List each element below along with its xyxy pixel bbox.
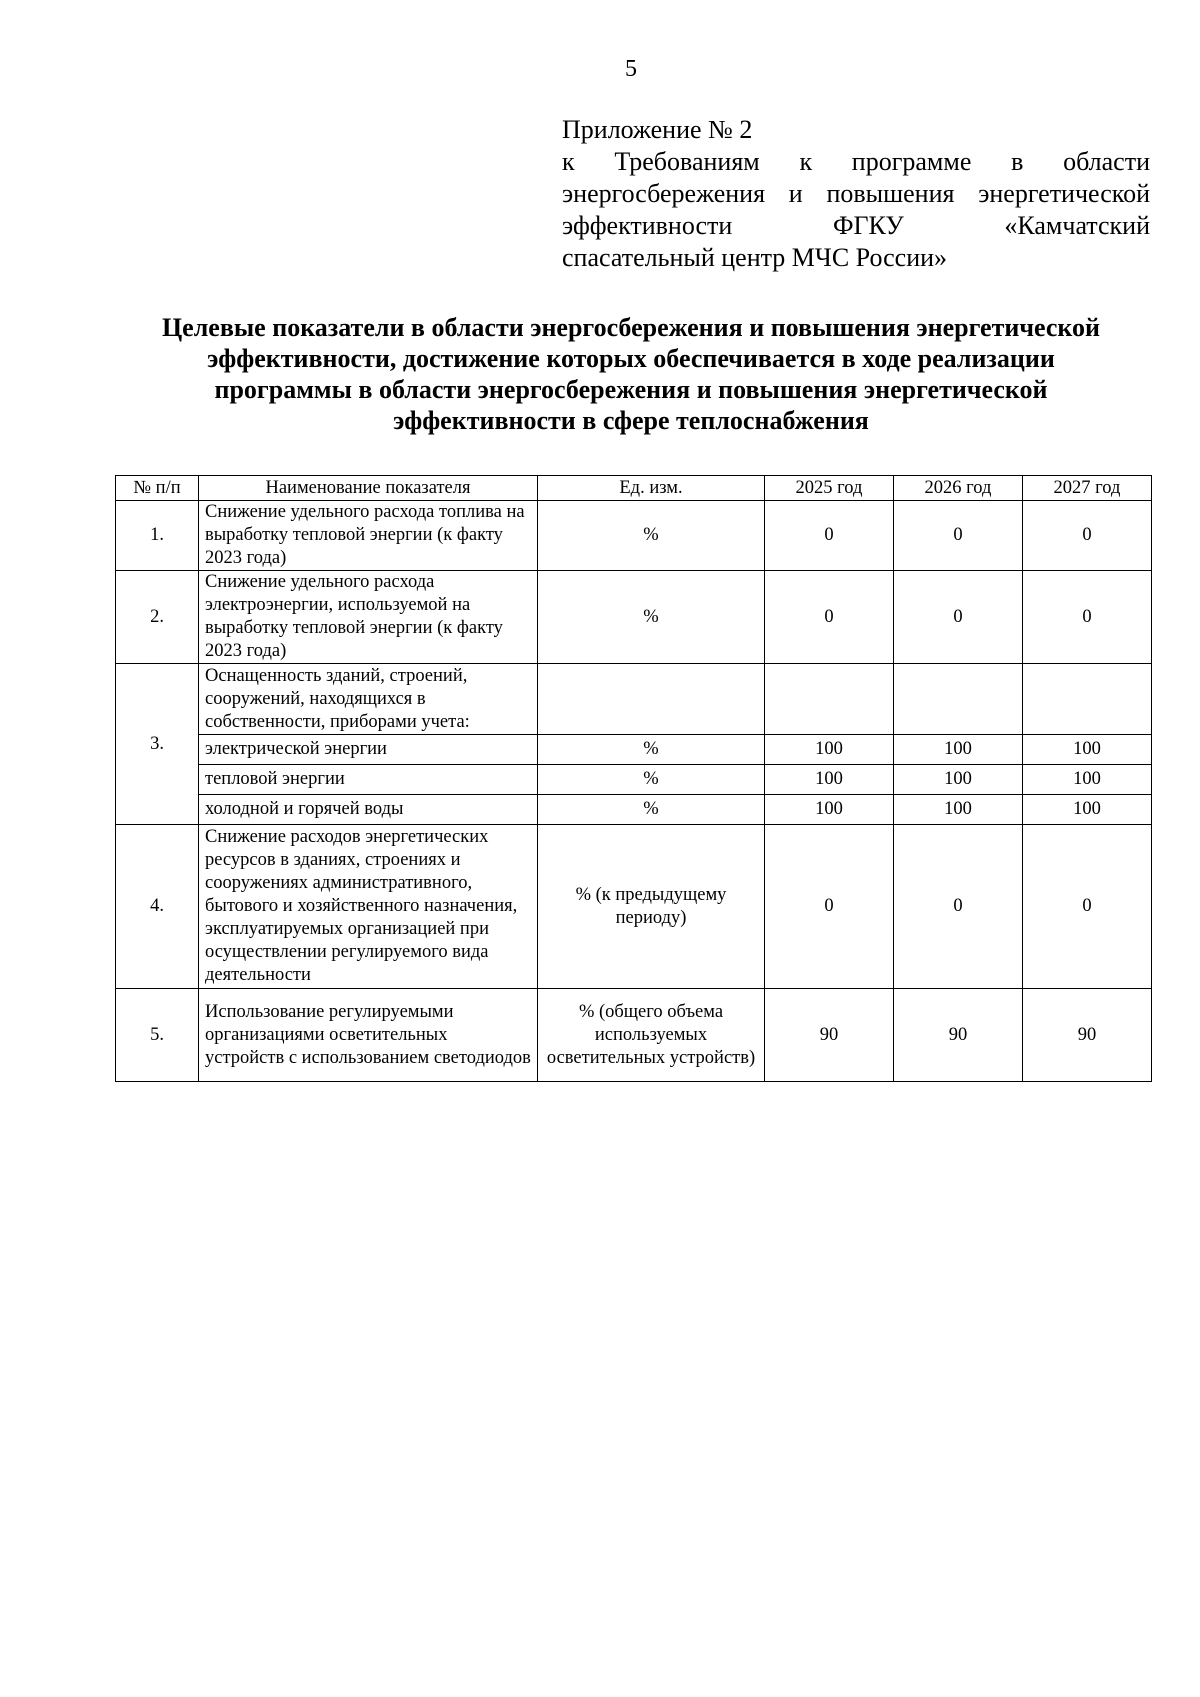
indicator-name: Снижение расходов энергетических ресурсов в зданиях, строениях и сооружениях административного, бытового и хозяйственного назначения, эксплуатируемых организацией при осуществлении регулируемого вида деятельности [199, 825, 538, 989]
document-title [100, 312, 1162, 436]
value-2025: 90 [765, 989, 894, 1082]
row-number: 4. [116, 825, 199, 989]
indicator-subname: тепловой энергии [199, 765, 538, 795]
value-2025: 100 [765, 765, 894, 795]
value-2025: 0 [765, 825, 894, 989]
table-row [116, 501, 1152, 571]
appendix-line-2: энергосбережения и повышения энергетической [562, 179, 1150, 208]
indicator-name: Снижение удельного расхода электроэнергии, используемой на выработку тепловой энергии (к факту 2023 года) [199, 571, 538, 664]
indicator-unit: % (общего объема используемых осветительных устройств) [538, 989, 765, 1082]
indicator-name: Использование регулируемыми организациями осветительных устройств с использованием светодиодов [199, 989, 538, 1082]
indicator-subname: электрической энергии [199, 735, 538, 765]
value-2026: 100 [894, 795, 1023, 825]
table-subrow [116, 795, 1152, 825]
row-number: 1. [116, 501, 199, 571]
indicator-unit: % [538, 765, 765, 795]
indicator-subname: холодной и горячей воды [199, 795, 538, 825]
table-row [116, 989, 1152, 1082]
indicator-unit: % [538, 795, 765, 825]
value-2025-empty [765, 664, 894, 735]
row-number: 3. [116, 664, 199, 825]
table-subrow [116, 735, 1152, 765]
indicators-table [115, 475, 1152, 1082]
value-2027: 90 [1023, 989, 1152, 1082]
value-2025: 0 [765, 501, 894, 571]
indicator-name: Оснащенность зданий, строений, сооружений, находящихся в собственности, приборами учета: [199, 664, 538, 735]
header-unit: Ед. изм. [538, 476, 765, 501]
document-title-line-2: эффективности, достижение которых обеспечивается в ходе реализации [207, 344, 1055, 373]
header-2026: 2026 год [894, 476, 1023, 501]
table-row [116, 825, 1152, 989]
header-2027: 2027 год [1023, 476, 1152, 501]
appendix-line-4: спасательный центр МЧС России» [562, 243, 948, 272]
table-row [116, 571, 1152, 664]
document-title-line-1: Целевые показатели в области энергосбережения и повышения энергетической [161, 313, 1101, 342]
value-2027: 100 [1023, 765, 1152, 795]
value-2025: 0 [765, 571, 894, 664]
document-title-line-4: эффективности в сфере теплоснабжения [393, 406, 869, 435]
row-number: 5. [116, 989, 199, 1082]
indicator-name: Снижение удельного расхода топлива на выработку тепловой энергии (к факту 2023 года) [199, 501, 538, 571]
page-number: 5 [625, 56, 637, 82]
value-2027: 100 [1023, 735, 1152, 765]
value-2027: 100 [1023, 795, 1152, 825]
appendix-line-1: к Требованиям к программе в области [562, 147, 1150, 176]
table-subrow [116, 765, 1152, 795]
value-2026: 0 [894, 571, 1023, 664]
appendix-line-3: эффективности ФГКУ «Камчатский [562, 211, 1150, 240]
indicator-unit: % [538, 571, 765, 664]
value-2026: 100 [894, 765, 1023, 795]
indicator-unit: % (к предыдущему периоду) [538, 825, 765, 989]
header-number: № п/п [116, 476, 199, 501]
row-number: 2. [116, 571, 199, 664]
value-2025: 100 [765, 735, 894, 765]
value-2027: 0 [1023, 571, 1152, 664]
appendix-reference [562, 114, 1150, 274]
header-2025: 2025 год [765, 476, 894, 501]
value-2026-empty [894, 664, 1023, 735]
indicator-unit: % [538, 501, 765, 571]
value-2025: 100 [765, 795, 894, 825]
indicator-unit-empty [538, 664, 765, 735]
value-2026: 100 [894, 735, 1023, 765]
document-title-line-3: программы в области энергосбережения и повышения энергетической [214, 375, 1048, 404]
table-row [116, 664, 1152, 735]
header-indicator-name: Наименование показателя [199, 476, 538, 501]
value-2026: 90 [894, 989, 1023, 1082]
indicator-unit: % [538, 735, 765, 765]
value-2027: 0 [1023, 501, 1152, 571]
table-header-row [116, 476, 1152, 501]
value-2027: 0 [1023, 825, 1152, 989]
value-2027-empty [1023, 664, 1152, 735]
value-2026: 0 [894, 825, 1023, 989]
value-2026: 0 [894, 501, 1023, 571]
appendix-title: Приложение № 2 [562, 115, 753, 144]
